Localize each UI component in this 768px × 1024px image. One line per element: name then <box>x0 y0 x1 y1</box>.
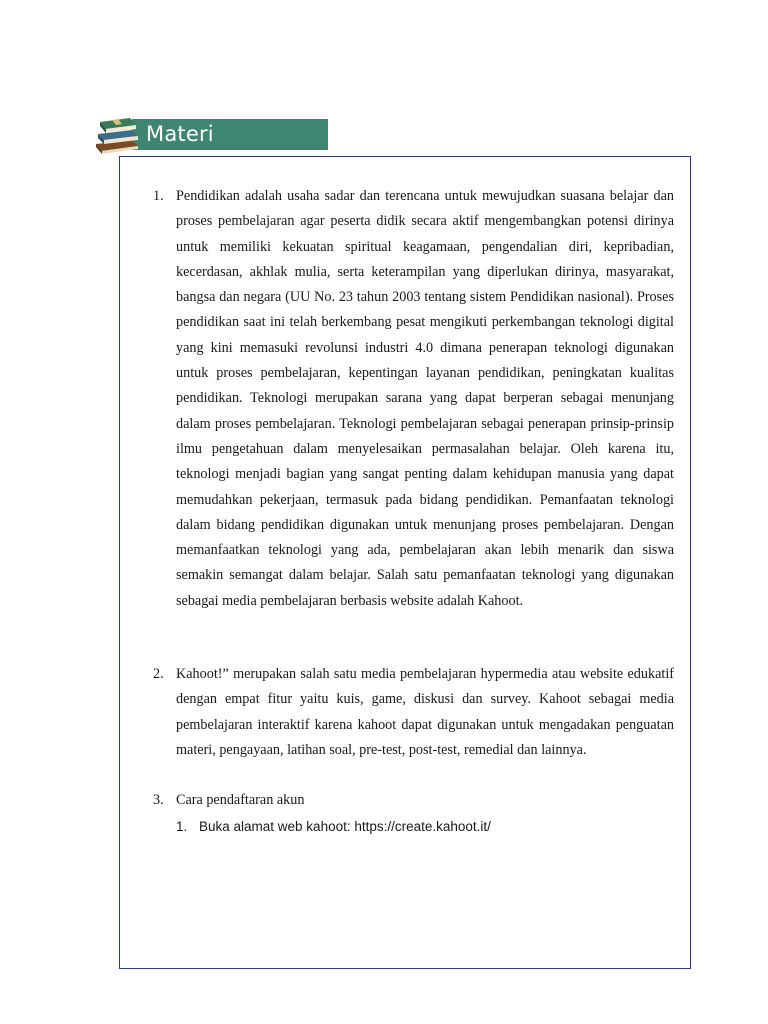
list-item-number: 1. <box>153 188 164 204</box>
sub-list-item-number: 1. <box>176 819 188 834</box>
list-item-number: 3. <box>153 792 164 808</box>
list-item-number: 2. <box>153 666 164 682</box>
list-item-text: Pendidikan adalah usaha sadar dan terencana untuk mewujudkan suasana belajar dan proses pembelajaran agar peserta didik secara aktif mengembangkan potensi dirinya untuk memiliki kekuatan spiritual keagamaan, pengendalian diri, kepribadian, kecerdasan, akhlak mulia, serta keterampilan yang diperlukan dirinya, masyarakat, bangsa dan negara (UU No. 23 tahun 2003 tentang sistem Pendidikan nasional). Proses pendidikan saat ini telah berkembang pesat mengikuti perkembangan teknologi digital yang kini memasuki revolunsi industri 4.0 dimana penerapan teknologi digunakan untuk proses pembelajaran, kepentingan layanan pendidikan, peningkatan kualitas pendidikan. Teknologi merupakan sarana yang dapat berperan sebagai menunjang dalam proses pembelajaran. Teknologi pembelajaran sebagai penerapan prinsip-prinsip ilmu pengetahuan dalam menyelesaikan permasalahan belajar. Oleh karena itu, teknologi menjadi bagian yang sangat penting dalam kehidupan manusia yang dapat memudahkan pekerjaan, termasuk pada bidang pendidikan. Pemanfaatan teknologi dalam bidang pendidikan digunakan untuk menunjang proses pembelajaran. Dengan memanfaatkan teknologi yang ada, pembelajaran akan lebih menarik dan siswa semakin semangat dalam belajar. Salah satu pemanfaatan teknologi yang digunakan sebagai media pembelajaran berbasis website adalah Kahoot. <box>176 188 674 609</box>
sub-list-item-text: Buka alamat web kahoot: https://create.kahoot.it/ <box>199 819 491 834</box>
list-item-text: Cara pendaftaran akun <box>176 792 305 808</box>
list-item-text: Kahoot!” merupakan salah satu media pembelajaran hypermedia atau website edukatif dengan empat fitur yaitu kuis, game, diskusi dan survey. Kahoot sebagai media pembelajaran interaktif karena kahoot dapat digunakan untuk mengadakan penguatan materi, pengayaan, latihan soal, pre-test, post-test, remedial dan lainnya. <box>176 666 674 758</box>
section-title: Materi <box>146 122 214 146</box>
books-icon <box>92 110 142 156</box>
